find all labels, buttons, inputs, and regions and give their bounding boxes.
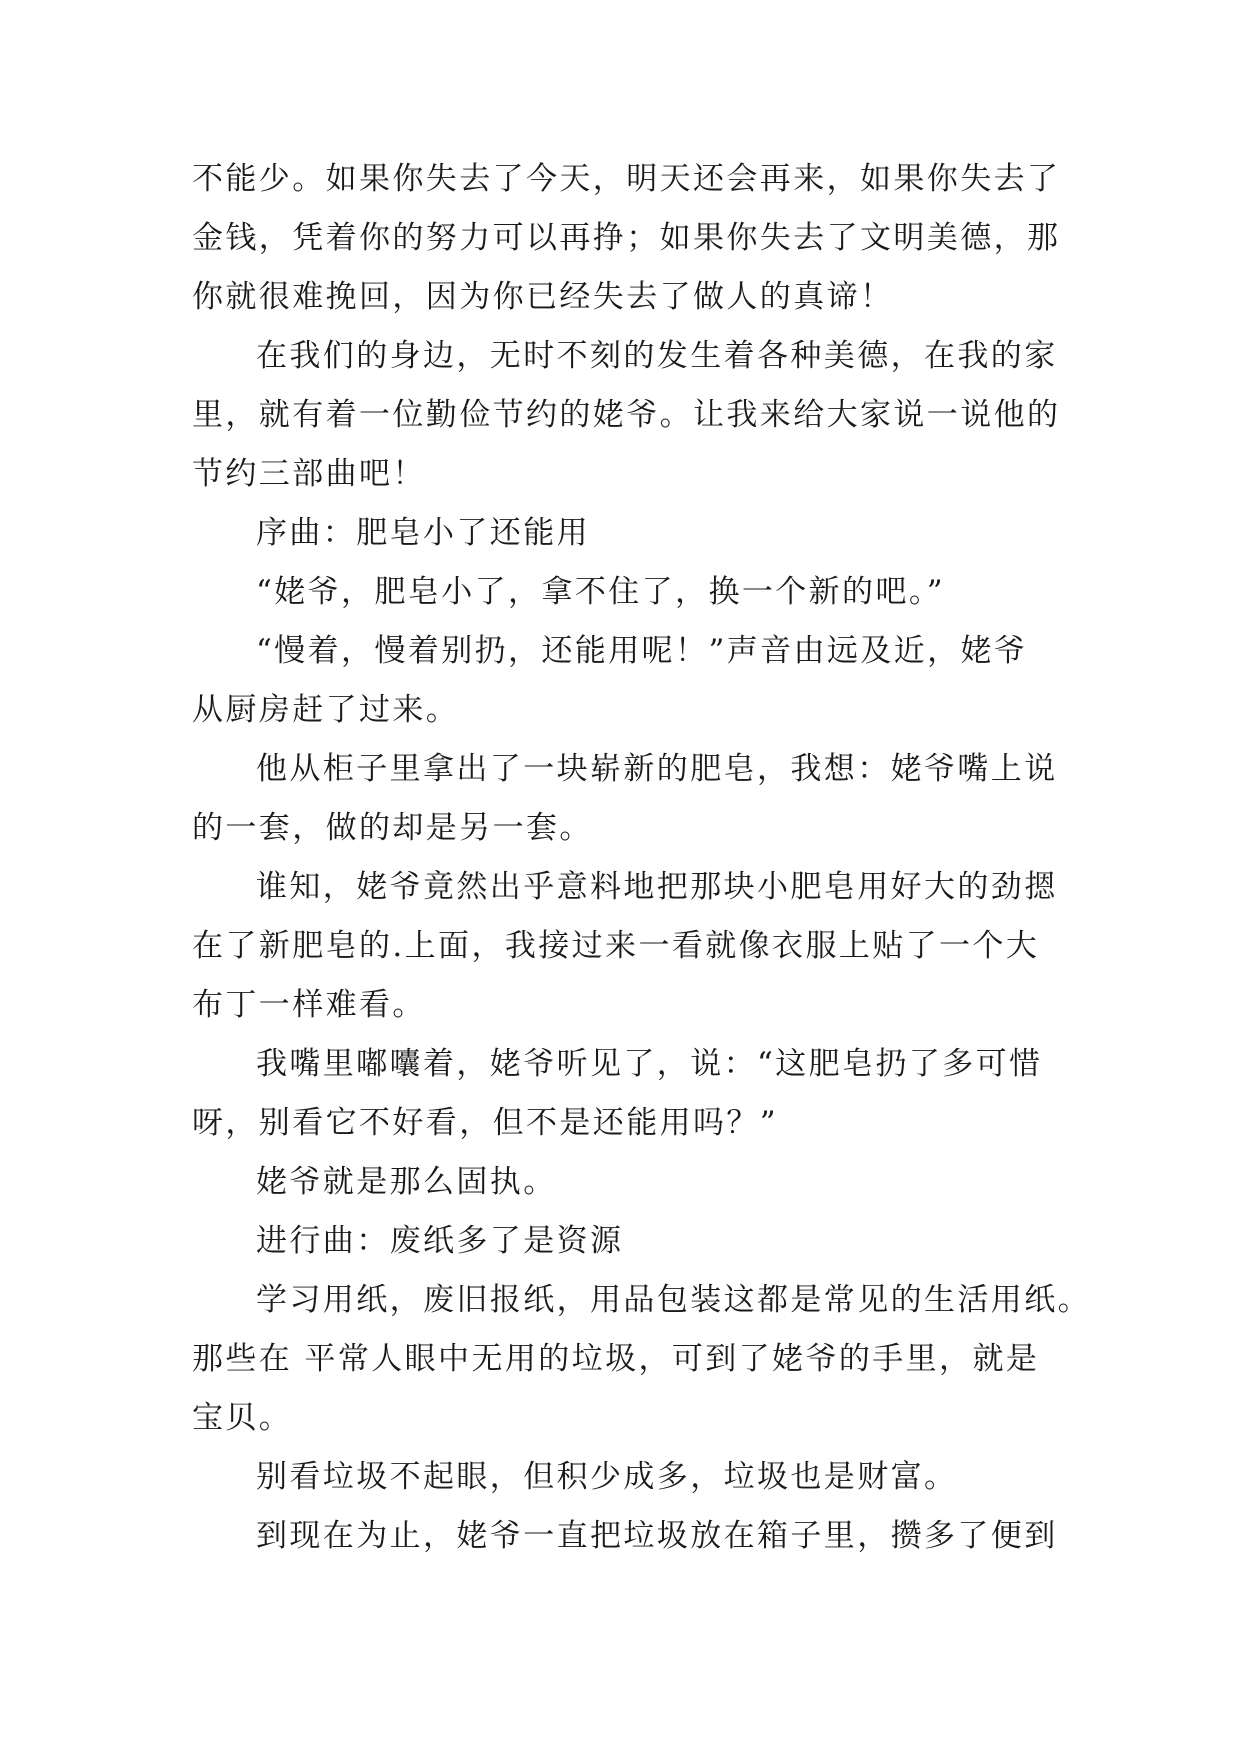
section-heading: 进行曲：废纸多了是资源 [256,1223,624,1259]
text-line: 呀，别看它不好看，但不是还能用吗？” [192,1105,779,1141]
text-line: 金钱，凭着你的努力可以再挣；如果你失去了文明美德，那 [192,220,1061,256]
text-line: 在了新肥皂的.上面，我接过来一看就像衣服上贴了一个大 [192,928,1040,964]
text-line: 学习用纸，废旧报纸，用品包装这都是常见的生活用纸。 [256,1282,1091,1318]
text-line: 那些在 平常人眼中无用的垃圾，可到了姥爷的手里，就是 [192,1341,1040,1377]
text-line: 里，就有着一位勤俭节约的姥爷。让我来给大家说一说他的 [192,397,1061,433]
text-line: 布丁一样难看。 [192,987,426,1023]
body-text [192,150,1091,1566]
text-line: 不能少。如果你失去了今天，明天还会再来，如果你失去了 [192,161,1061,197]
text-line: 别看垃圾不起眼，但积少成多，垃圾也是财富。 [256,1459,958,1495]
text-line: 他从柜子里拿出了一块崭新的肥皂，我想：姥爷嘴上说 [256,751,1058,787]
text-line: 宝贝。 [192,1400,293,1436]
text-line: 到现在为止，姥爷一直把垃圾放在箱子里，攒多了便到 [256,1518,1058,1554]
text-line: 我嘴里嘟囔着，姥爷听见了，说：“这肥皂扔了多可惜 [256,1046,1043,1082]
text-line: 你就很难挽回，因为你已经失去了做人的真谛！ [192,279,894,315]
section-heading: 序曲：肥皂小了还能用 [256,515,590,551]
text-line: 从厨房赶了过来。 [192,692,460,728]
text-line: 在我们的身边，无时不刻的发生着各种美德，在我的家 [256,338,1058,374]
text-line: 姥爷就是那么固执。 [256,1164,557,1200]
text-line: 节约三部曲吧！ [192,456,426,492]
text-line: “慢着，慢着别扔，还能用呢！”声音由远及近，姥爷 [256,633,1028,669]
text-line: 的一套，做的却是另一套。 [192,810,593,846]
text-line: “姥爷，肥皂小了，拿不住了，换一个新的吧。” [256,574,945,610]
text-line: 谁知，姥爷竟然出乎意料地把那块小肥皂用好大的劲摁 [256,869,1058,905]
